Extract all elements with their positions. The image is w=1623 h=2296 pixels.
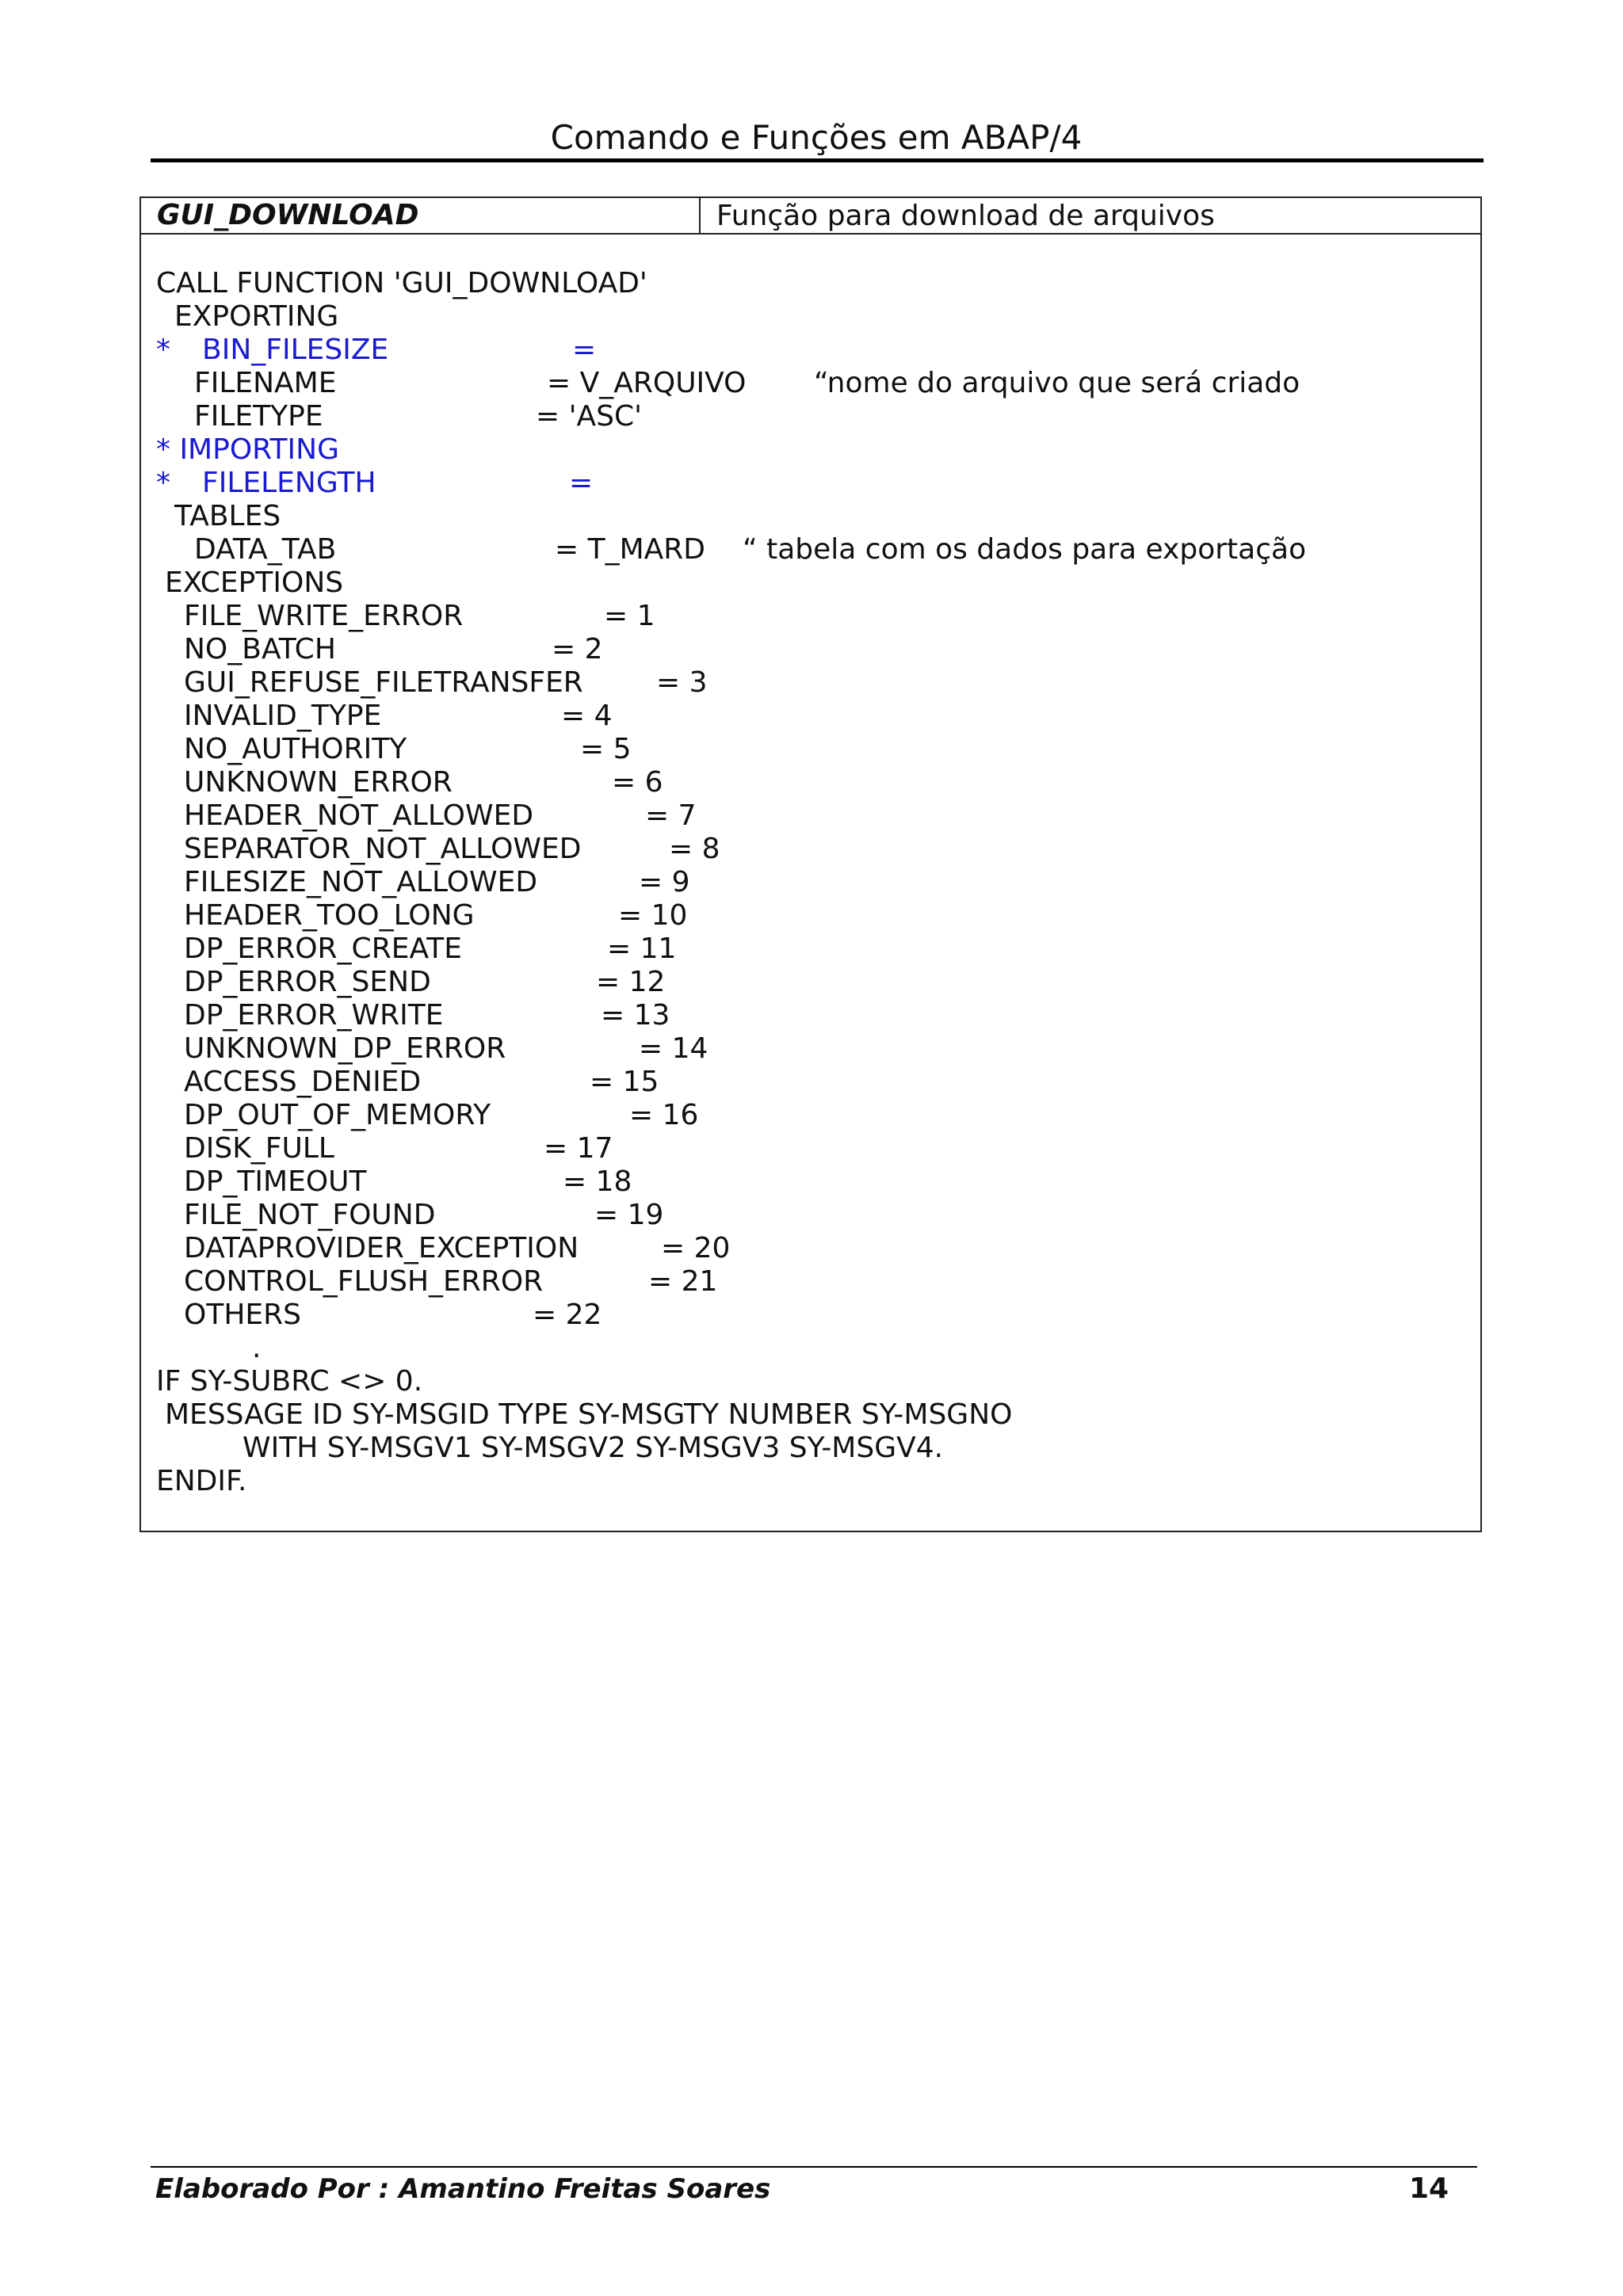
exception-name: NO_AUTHORITY <box>184 733 407 765</box>
code-filelength: FILELENGTH <box>202 467 376 499</box>
exception-value: = 8 <box>669 833 720 865</box>
exception-name: INVALID_TYPE <box>184 700 382 732</box>
code-filename-comment: “nome do arquivo que será criado <box>814 367 1300 399</box>
exception-name: CONTROL_FLUSH_ERROR <box>184 1265 544 1298</box>
exception-name: DP_ERROR_SEND <box>184 966 431 998</box>
exception-value: = 3 <box>656 666 708 699</box>
code-exceptions-label: EXCEPTIONS <box>165 566 344 599</box>
exception-name: DP_ERROR_WRITE <box>184 999 444 1032</box>
code-with-line: WITH SY-MSGV1 SY-MSGV2 SY-MSGV3 SY-MSGV4. <box>242 1432 944 1464</box>
code-exporting: EXPORTING <box>174 300 339 333</box>
exception-name: GUI_REFUSE_FILETRANSFER <box>184 666 583 699</box>
code-importing: * IMPORTING <box>156 433 339 466</box>
code-endif-line: ENDIF. <box>156 1465 247 1497</box>
code-comment-star: * <box>156 334 170 366</box>
exception-name: NO_BATCH <box>184 633 336 666</box>
exception-value: = 16 <box>629 1099 699 1131</box>
exception-value: = 14 <box>639 1032 708 1065</box>
exception-name: SEPARATOR_NOT_ALLOWED <box>184 833 582 865</box>
exception-value: = 21 <box>648 1265 718 1298</box>
exception-name: FILE_WRITE_ERROR <box>184 600 464 632</box>
code-if-line: IF SY-SUBRC <> 0. <box>156 1365 423 1398</box>
page-header-title: Comando e Funções em ABAP/4 <box>550 118 1083 157</box>
exception-name: DP_ERROR_CREATE <box>184 933 463 965</box>
exception-value: = 4 <box>561 700 613 732</box>
code-data-tab-comment: “ tabela com os dados para exportação <box>743 533 1307 566</box>
function-name: GUI_DOWNLOAD <box>141 198 701 233</box>
exception-value: = 9 <box>639 866 690 898</box>
page-number: 14 <box>1409 2172 1449 2205</box>
code-filename: FILENAME <box>194 367 337 399</box>
code-filetype: FILETYPE <box>194 400 323 433</box>
exception-name: OTHERS <box>184 1299 302 1331</box>
exception-name: ACCESS_DENIED <box>184 1066 422 1098</box>
exception-value: = 17 <box>544 1132 613 1165</box>
code-filetype-value: = 'ASC' <box>536 400 643 433</box>
exception-name: HEADER_TOO_LONG <box>184 899 475 932</box>
code-call-line: CALL FUNCTION 'GUI_DOWNLOAD' <box>156 267 647 299</box>
exception-value: = 5 <box>580 733 632 765</box>
footer-rule <box>151 2166 1477 2168</box>
exception-name: DISK_FULL <box>184 1132 334 1165</box>
exception-value: = 20 <box>661 1232 731 1264</box>
exception-name: UNKNOWN_ERROR <box>184 766 453 799</box>
footer-author: Elaborado Por : Amantino Freitas Soares <box>155 2173 771 2205</box>
code-filelength-eq: = <box>569 467 594 499</box>
exception-name: DATAPROVIDER_EXCEPTION <box>184 1232 579 1264</box>
exception-value: = 11 <box>607 933 677 965</box>
code-data-tab-value: = T_MARD <box>555 533 706 566</box>
exception-name: DP_TIMEOUT <box>184 1165 367 1198</box>
exception-value: = 13 <box>601 999 670 1032</box>
exception-name: FILESIZE_NOT_ALLOWED <box>184 866 538 898</box>
exception-name: FILE_NOT_FOUND <box>184 1199 436 1231</box>
function-title-row <box>141 198 1480 235</box>
code-message-line: MESSAGE ID SY-MSGID TYPE SY-MSGTY NUMBER SY-MSGNO <box>165 1398 1013 1431</box>
header-rule <box>151 158 1484 162</box>
code-filename-value: = V_ARQUIVO <box>547 367 747 399</box>
code-comment-star: * <box>156 467 170 499</box>
exception-value: = 7 <box>645 799 697 832</box>
exception-name: DP_OUT_OF_MEMORY <box>184 1099 491 1131</box>
exception-value: = 18 <box>563 1165 632 1198</box>
exception-value: = 12 <box>596 966 666 998</box>
exception-value: = 19 <box>594 1199 664 1231</box>
exception-value: = 10 <box>618 899 688 932</box>
code-bin-filesize: BIN_FILESIZE <box>202 334 389 366</box>
code-data-tab: DATA_TAB <box>194 533 337 566</box>
function-description: Função para download de arquivos <box>716 200 1215 232</box>
exception-value: = 22 <box>533 1299 602 1331</box>
code-tables: TABLES <box>174 500 281 532</box>
code-period: . <box>252 1332 262 1364</box>
exception-name: HEADER_NOT_ALLOWED <box>184 799 534 832</box>
exception-value: = 15 <box>590 1066 659 1098</box>
exception-value: = 2 <box>552 633 603 666</box>
exception-value: = 1 <box>604 600 655 632</box>
exception-name: UNKNOWN_DP_ERROR <box>184 1032 506 1065</box>
code-bin-filesize-eq: = <box>572 334 597 366</box>
exception-value: = 6 <box>612 766 663 799</box>
